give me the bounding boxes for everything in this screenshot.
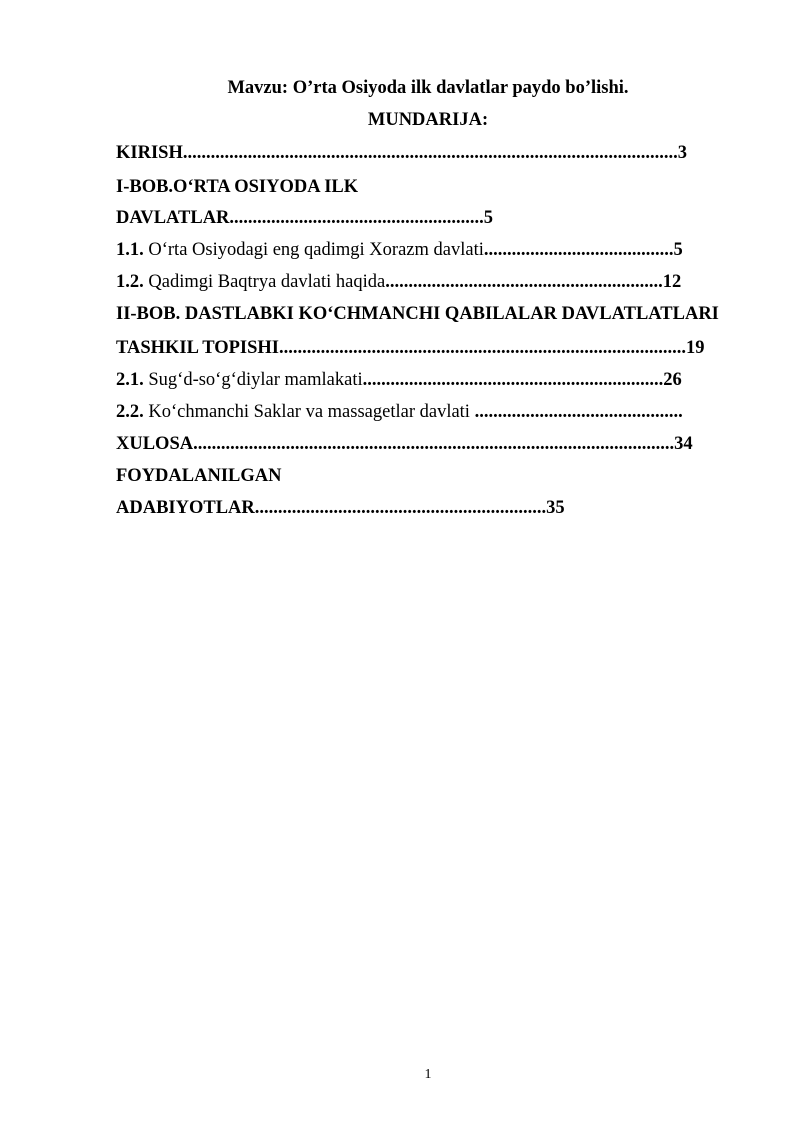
section-title: Sug‘d-so‘g‘diylar mamlakati: [148, 370, 363, 390]
dot-leader: .........................................5: [483, 240, 683, 260]
section-number: 2.2.: [116, 402, 144, 422]
toc-entry-xulosa: XULOSA........................................................................................................34: [116, 434, 693, 454]
toc-entry-chapter-2-title-line1: II-BOB. DASTLABKI KO‘CHMANCHI QABILALAR DAVLATLATLARI: [116, 304, 719, 324]
topic-title: Mavzu: O’rta Osiyoda ilk davlatlar paydo bo’lishi.: [227, 78, 629, 98]
toc-entry-chapter-1-title-line1: I-BOB.O‘RTA OSIYODA ILK: [116, 177, 359, 197]
toc-entry-chapter-1-title-line2: DAVLATLAR.......................................................5: [116, 208, 494, 228]
section-number: 1.2.: [116, 272, 144, 292]
toc-entry-section-2-2: [116, 401, 683, 423]
section-number: 2.1.: [116, 370, 144, 390]
dot-leader: .............................................: [474, 402, 683, 422]
dot-leader: ............................................................12: [385, 272, 682, 292]
toc-entry-section-2-1: [116, 369, 682, 391]
section-title: O‘rta Osiyodagi eng qadimgi Xorazm davlati: [148, 240, 484, 260]
toc-entry-references-line2: ADABIYOTLAR...............................................................35: [116, 498, 565, 518]
toc-entry-references-line1: FOYDALANILGAN: [116, 466, 282, 486]
section-number: 1.1.: [116, 240, 144, 260]
toc-entry-section-1-2: [116, 271, 681, 293]
contents-heading: MUNDARIJA:: [367, 110, 489, 130]
toc-entry-section-1-1: [116, 239, 683, 261]
toc-entry-chapter-2-title-line2: TASHKIL TOPISHI........................................................................................19: [116, 338, 705, 358]
dot-leader: .................................................................26: [362, 370, 682, 390]
toc-entry-kirish: KIRISH...........................................................................................................3: [116, 143, 687, 163]
section-title: Qadimgi Baqtrya davlati haqida: [148, 272, 386, 292]
section-title: Ko‘chmanchi Saklar va massagetlar davlati: [148, 402, 475, 422]
page-number: 1: [424, 1067, 432, 1082]
